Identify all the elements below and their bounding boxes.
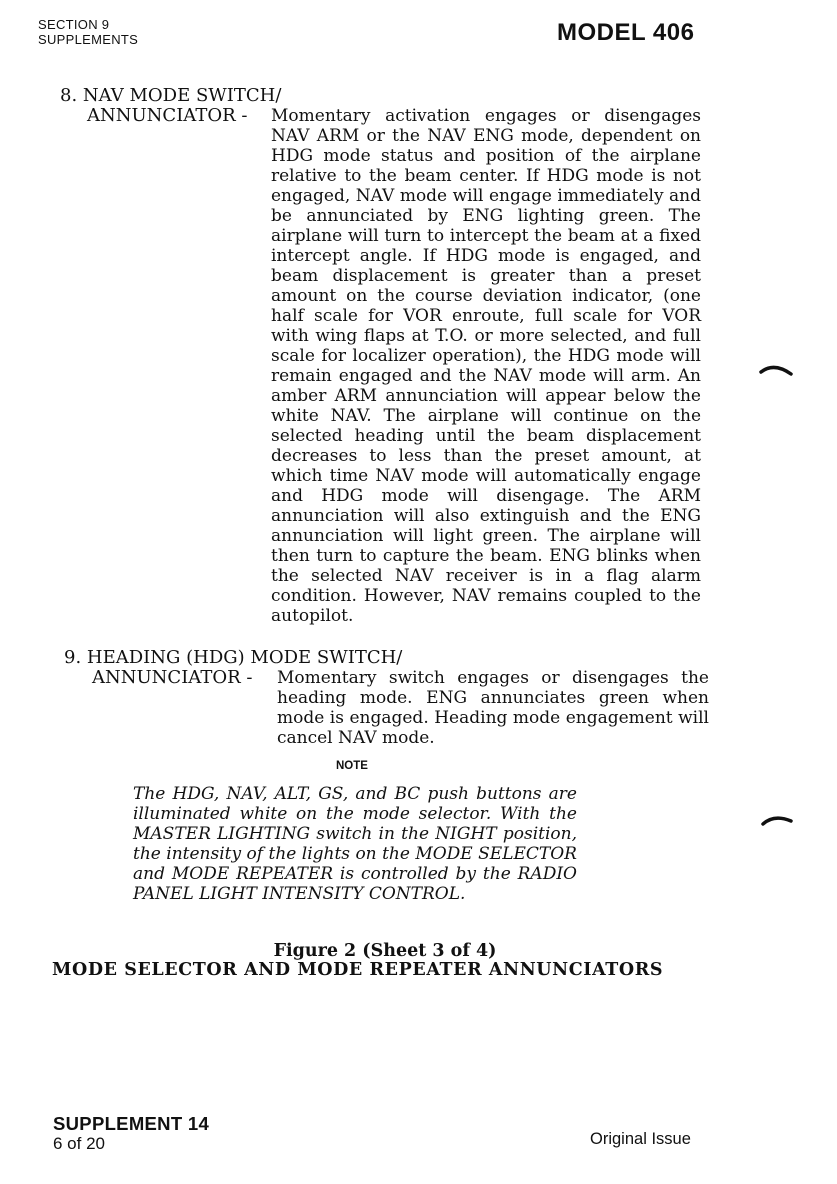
issue-label: Original Issue bbox=[590, 1130, 691, 1148]
item-8-description: Momentary activation engages or disengages NAV ARM or the NAV ENG mode, dependent on HDG mode status and position of the airplane relative to the beam center. If HDG mode is not engaged, NAV mode will engage immediately and be annunciated by ENG lighting green. The airplane will turn to intercept the beam at a fixed intercept angle. If HDG mode is engaged, and beam displacement is greater than a preset amount on the course deviation indicator, (one half scale for VOR enroute, full scale for VOR with wing flaps at T.O. or more selected, and full scale for localizer operation), the HDG mode will remain engaged and the NAV mode will arm. An amber ARM annunciation will appear below the white NAV. The airplane will continue on the selected heading until the beam displacement decreases to less than the preset amount, at which time NAV mode will automatically engage and HDG mode will disengage. The ARM annunciation will also extinguish and the ENG annunciation will light green. The airplane will then turn to capture the beam. ENG blinks when the selected NAV receiver is in a flag alarm condition. However, NAV remains coupled to the autopilot. bbox=[271, 106, 701, 626]
page-number: 6 of 20 bbox=[53, 1134, 105, 1153]
revision-mark-1 bbox=[758, 360, 794, 376]
figure-caption-title: MODE SELECTOR AND MODE REPEATER ANNUNCIATORS bbox=[52, 960, 664, 980]
item-8-title-line2: ANNUNCIATOR - bbox=[87, 105, 248, 126]
item-9-title-line2: ANNUNCIATOR - bbox=[92, 667, 253, 688]
supplement-label: SUPPLEMENT 14 bbox=[53, 1113, 210, 1134]
section-header bbox=[38, 17, 138, 47]
figure-caption-sheet: Figure 2 (Sheet 3 of 4) bbox=[273, 941, 497, 961]
revision-mark-2 bbox=[760, 812, 796, 828]
note-text: The HDG, NAV, ALT, GS, and BC push buttons are illuminated white on the mode selector. With the MASTER LIGHTING switch in the NIGHT position, the intensity of the lights on the MODE SELECTOR and MODE REPEATER is controlled by the RADIO PANEL LIGHT INTENSITY CONTROL. bbox=[133, 784, 577, 904]
footer-left bbox=[53, 1114, 209, 1154]
section-title: SUPPLEMENTS bbox=[38, 32, 139, 47]
model-title: MODEL 406 bbox=[557, 19, 695, 46]
note-heading: NOTE bbox=[336, 760, 368, 772]
item-8-title-line1: 8. NAV MODE SWITCH/ bbox=[60, 85, 282, 106]
item-9-description: Momentary switch engages or disengages the heading mode. ENG annunciates green when mode is engaged. Heading mode engagement will cancel NAV mode. bbox=[277, 668, 709, 748]
section-number: SECTION 9 bbox=[38, 17, 110, 32]
item-9-title-line1: 9. HEADING (HDG) MODE SWITCH/ bbox=[64, 647, 403, 668]
